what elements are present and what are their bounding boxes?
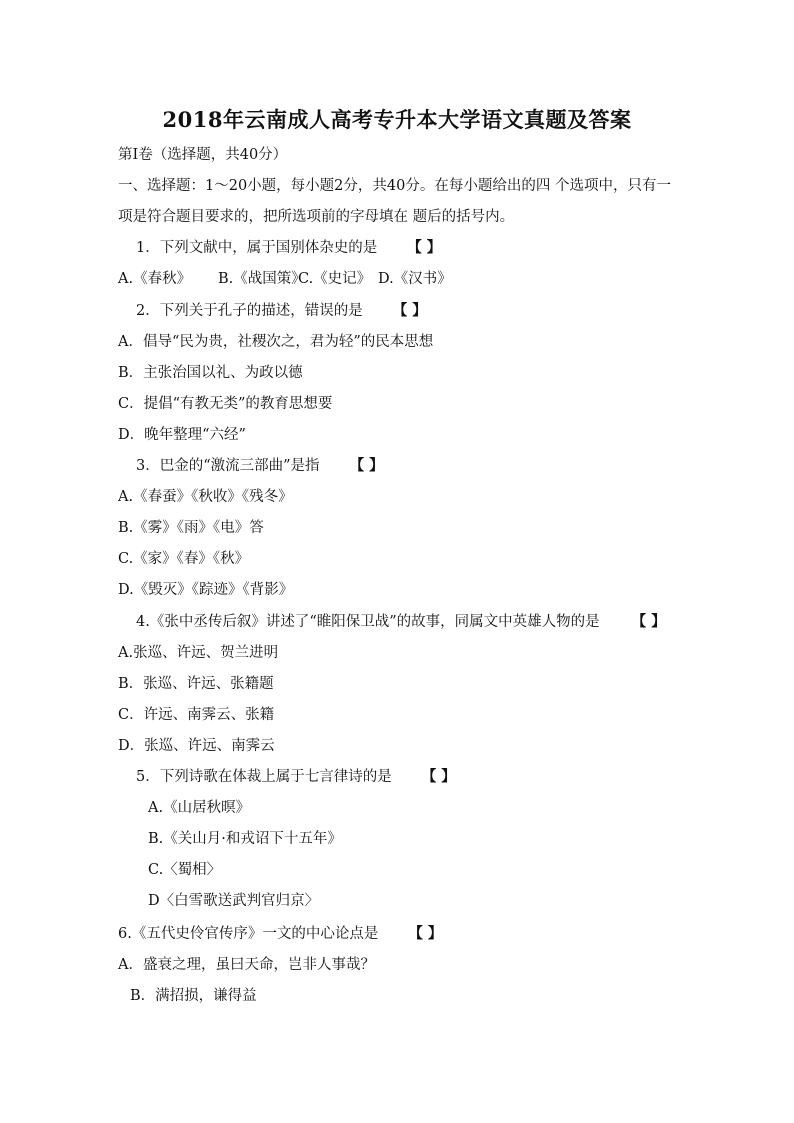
- question-2-stem: 2．下列关于孔子的描述，错误的是: [136, 303, 363, 319]
- question-4-stem: 4.《张中丞传后叙》讲述了“睢阳保卫战”的故事，同属文中英雄人物的是: [136, 614, 600, 630]
- question-6-option-b: B．满招损，谦得益: [130, 988, 257, 1004]
- option: D.《汉书》: [378, 271, 452, 287]
- question-2-option-b: B．主张治国以礼、为政以德: [118, 365, 303, 381]
- option: B.《战国策》: [218, 271, 306, 287]
- question-4: [136, 613, 666, 631]
- instructions-line-2: 项是符合题目要求的，把所选项前的字母填在 题后的括号内。: [118, 209, 515, 225]
- question-3-option-c: C.《家》《春》《秋》: [118, 551, 250, 567]
- answer-bracket: 【 】: [408, 925, 443, 942]
- question-1-options: [118, 270, 452, 288]
- option: A.《春秋》: [118, 271, 192, 287]
- question-4-option-b: B．张巡、许远、张籍题: [118, 676, 274, 692]
- question-5: [136, 768, 456, 786]
- question-5-option-a: A.《山居秋暝》: [148, 800, 251, 816]
- question-1-stem: 1．下列文献中，属于国别体杂史的是: [136, 240, 378, 256]
- answer-bracket: 【 】: [407, 239, 442, 256]
- question-4-option-a: A.张巡、许远、贺兰进明: [118, 645, 279, 661]
- answer-bracket: 【 】: [349, 457, 384, 474]
- question-5-option-d: D〈白雪歌送武判官归京〉: [148, 893, 320, 909]
- page-title: 2018年云南成人高考专升本大学语文真题及答案: [162, 107, 632, 132]
- question-3-option-d: D.《毁灭》《踪迹》《背影》: [118, 582, 294, 598]
- section-header: 第Ⅰ卷（选择题，共40分）: [118, 147, 288, 163]
- question-3-option-b: B.《雾》《雨》《电》答: [118, 520, 264, 536]
- question-5-option-c: C.〈蜀相〉: [148, 862, 222, 878]
- question-5-option-b: B.《关山月·和戎诏下十五年》: [148, 831, 342, 847]
- question-2-option-a: A．倡导“民为贵，社稷次之，君为轻”的民本思想: [118, 334, 434, 350]
- question-2-option-d: D．晚年整理“六经”: [118, 427, 246, 443]
- question-6: [118, 925, 442, 943]
- question-4-option-d: D．张巡、许远、南霁云: [118, 738, 275, 754]
- question-3-stem: 3．巴金的“激流三部曲”是指: [136, 458, 320, 474]
- question-1: [136, 239, 441, 257]
- question-3-option-a: A.《春蚕》《秋收》《残冬》: [118, 489, 293, 505]
- question-6-stem: 6.《五代史伶官传序》一文的中心论点是: [118, 926, 379, 942]
- question-6-option-a: A．盛衰之理，虽曰天命，岂非人事哉？: [118, 957, 375, 973]
- question-3: [136, 457, 384, 475]
- answer-bracket: 【 】: [392, 302, 427, 319]
- option: C.《史记》: [298, 271, 372, 287]
- question-4-option-c: C．许远、南霁云、张籍: [118, 707, 275, 723]
- question-2-option-c: C．提倡“有教无类”的教育思想要: [118, 396, 333, 412]
- answer-bracket: 【 】: [631, 613, 666, 630]
- question-5-stem: 5．下列诗歌在体裁上属于七言律诗的是: [136, 769, 392, 785]
- answer-bracket: 【 】: [421, 768, 456, 785]
- question-2: [136, 302, 427, 320]
- instructions-line-1: 一、选择题：1～20小题，每小题2分，共40分。在每小题给出的四 个选项中，只有一: [118, 178, 671, 194]
